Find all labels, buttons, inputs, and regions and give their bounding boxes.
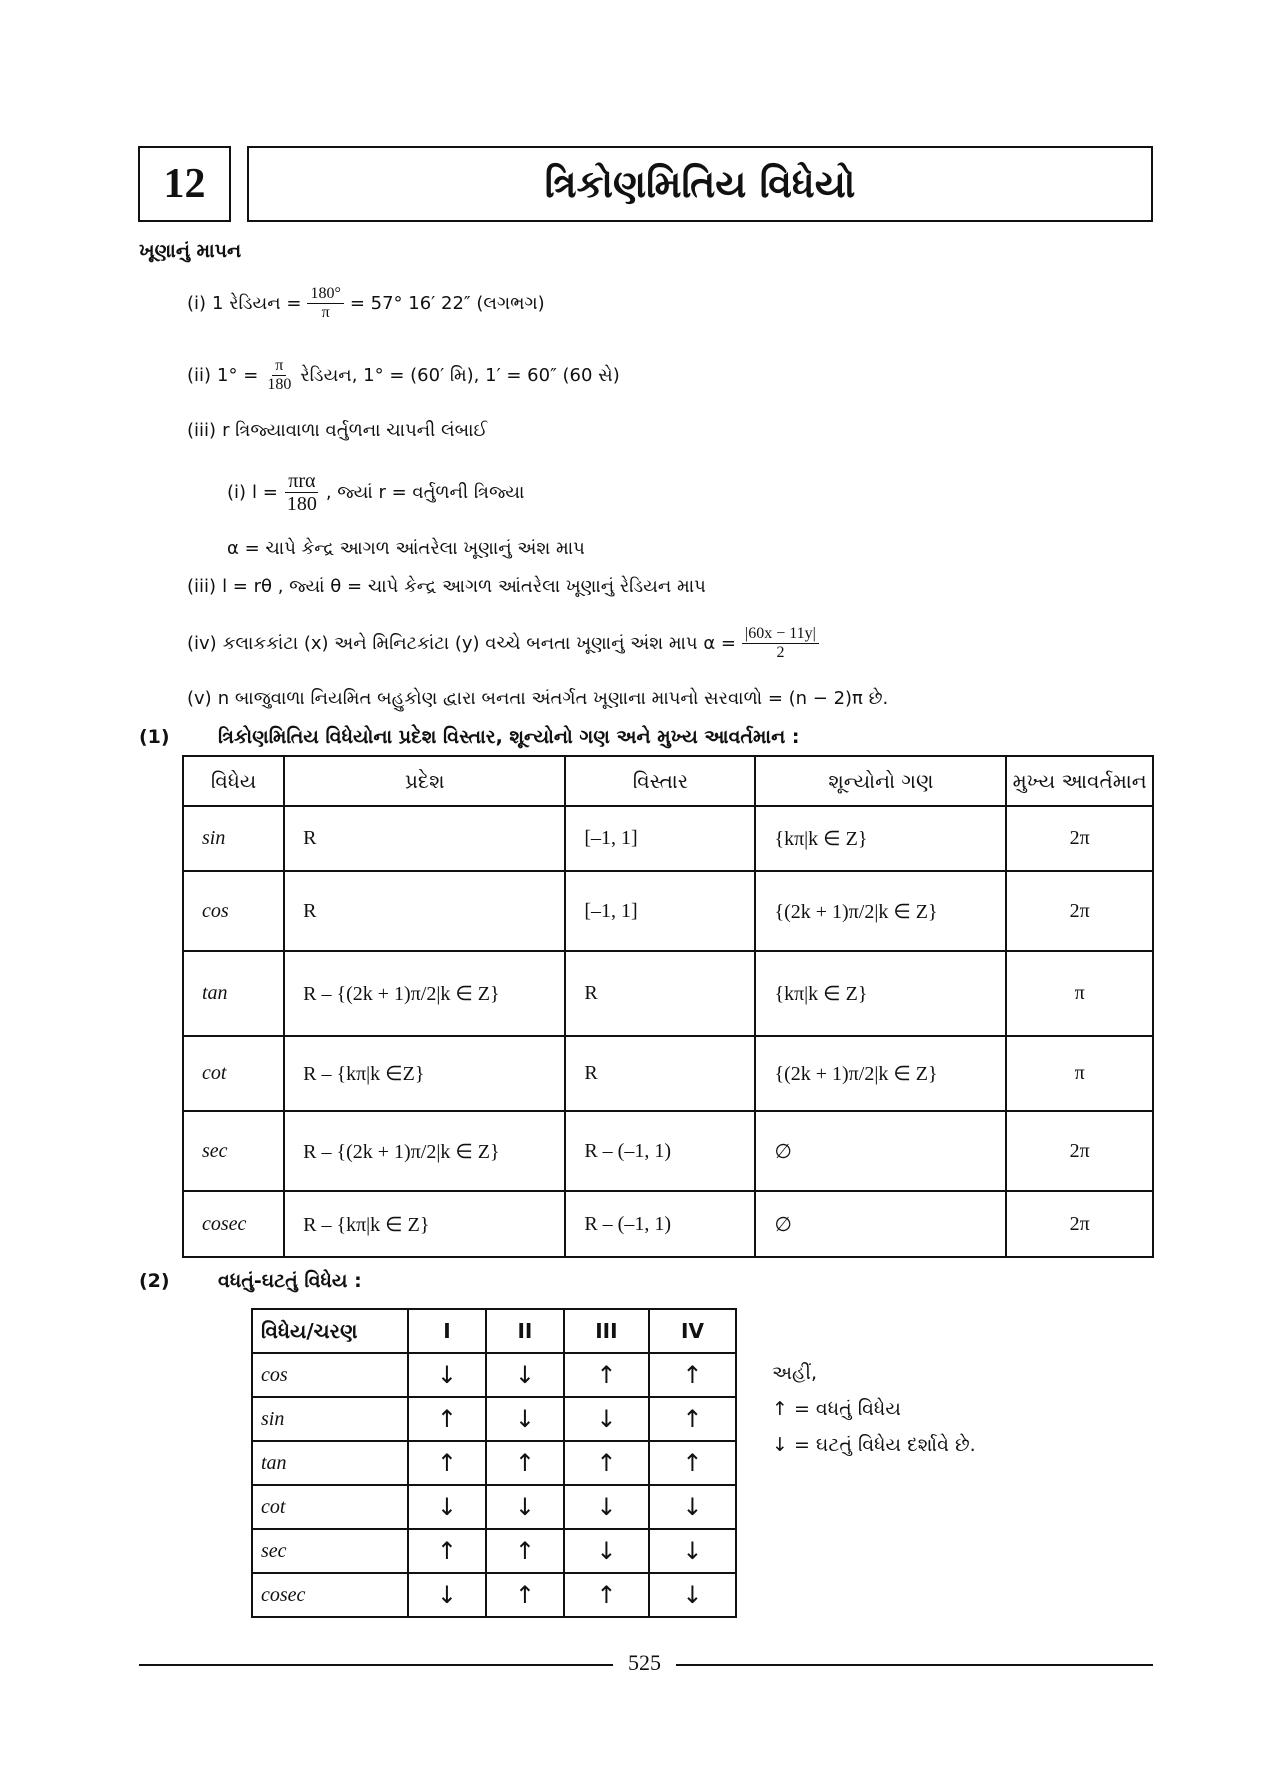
domain-cell: R [284,806,565,871]
item-text: 1 રેડિયન = [212,292,302,314]
section-1-heading: ત્રિકોણમિતિય વિધેયોના પ્રદેશ વિસ્તાર, શૂન્યોનો ગણ અને મુખ્ય આવર્તમાન : [218,726,800,748]
arrow-cell: ↓ [649,1529,736,1573]
range-cell: [–1, 1] [565,806,755,871]
period-cell: 2π [1006,1191,1153,1257]
period-cell: 2π [1006,1111,1153,1191]
item-text: l = [252,482,278,503]
footer-rule [676,1664,1153,1666]
angle-item-8 [187,688,888,709]
arrow-cell: ↑ [649,1397,736,1441]
zeros-cell: {(2k + 1)π/2|k ∈ Z} [755,1036,1006,1111]
angle-item-2 [187,357,620,393]
arrow-cell: ↓ [564,1529,649,1573]
range-cell: R – (–1, 1) [565,1191,755,1257]
arrow-cell: ↑ [564,1573,649,1617]
column-header: IV [649,1309,736,1353]
arrow-cell: ↑ [408,1441,486,1485]
arrow-cell: ↓ [486,1397,564,1441]
fraction: $\frac{\text{πrα}}{180}$ [286,470,317,515]
item-text: = 57° 16′ 22″ (લગભગ) [349,292,545,314]
arrow-cell: ↓ [486,1485,564,1529]
arrow-cell: ↑ [564,1441,649,1485]
angle-item-6 [187,576,706,597]
zeros-cell: {kπ|k ∈ Z} [755,806,1006,871]
period-cell: π [1006,951,1153,1036]
item-label: (i) [187,292,207,314]
table-row [252,1573,736,1617]
angle-item-7 [187,625,819,661]
column-header: મુખ્ય આવર્તમાન [1006,756,1153,806]
range-cell: R – (–1, 1) [565,1111,755,1191]
function-cell: tan [183,951,284,1036]
table-row [252,1441,736,1485]
range-cell: [–1, 1] [565,871,755,951]
arrow-cell: ↓ [486,1353,564,1397]
zeros-cell: ∅ [755,1191,1006,1257]
angle-item-1 [187,285,545,321]
chapter-title: ત્રિકોણમિતિય વિધેયો [247,146,1153,222]
function-cell: sec [252,1529,408,1573]
item-text: α = ચાપે કેન્દ્ર આગળ આંતરેલા ખૂણાનું અંશ માપ [227,538,585,559]
item-label: (ii) [187,364,212,386]
table-row [252,1485,736,1529]
arrow-cell: ↓ [408,1485,486,1529]
arrow-cell: ↓ [408,1353,486,1397]
table-row [183,951,1153,1036]
function-cell: sin [183,806,284,871]
period-cell: 2π [1006,806,1153,871]
table-row [252,1529,736,1573]
range-cell: R [565,951,755,1036]
arrow-cell: ↑ [408,1529,486,1573]
item-text: 1° = [217,364,259,386]
note-down: ↓ = ઘટતું વિધેય દર્શાવે છે. [772,1434,976,1456]
fraction: $\frac{|60x - 11y|}{2}$ [742,625,819,661]
table-header-row [252,1309,736,1353]
fraction: $\frac{180^\circ}{\pi}$ [307,285,343,321]
function-cell: sec [183,1111,284,1191]
arrow-cell: ↑ [486,1441,564,1485]
function-cell: cos [252,1353,408,1397]
table-row [183,1191,1153,1257]
column-header: વિધેય/ચરણ [252,1309,408,1353]
arrow-cell: ↑ [486,1529,564,1573]
angle-item-5 [227,538,585,559]
section-2-heading: વધતું-ઘટતું વિધેય : [218,1270,362,1292]
table-row [252,1353,736,1397]
item-text: રેડિયન, 1° = (60′ મિ), 1′ = 60″ (60 સે) [300,364,620,386]
column-header: II [486,1309,564,1353]
table-row [183,871,1153,951]
item-label: (v) [187,688,212,709]
angle-item-4 [227,470,524,515]
function-cell: cot [252,1485,408,1529]
column-header: વિસ્તાર [565,756,755,806]
item-text: r ત્રિજ્યાવાળા વર્તુળના ચાપની લંબાઈ [222,420,488,441]
angle-item-3 [187,420,487,441]
zeros-cell: {kπ|k ∈ Z} [755,951,1006,1036]
arrow-cell: ↑ [486,1573,564,1617]
item-text: l = rθ , જ્યાં θ = ચાપે કેન્દ્ર આગળ આંતરેલા ખૂણાનું રેડિયન માપ [222,576,706,597]
trig-functions-table [182,755,1154,1258]
arrow-cell: ↑ [649,1353,736,1397]
column-header: વિધેય [183,756,284,806]
arrow-cell: ↓ [564,1397,649,1441]
zeros-cell: {(2k + 1)π/2|k ∈ Z} [755,871,1006,951]
fraction: $\frac{\pi}{180}$ [267,357,292,393]
column-header: શૂન્યોનો ગણ [755,756,1006,806]
function-cell: cot [183,1036,284,1111]
page-number: 525 [628,1650,661,1675]
column-header: III [564,1309,649,1353]
section-1-label: (1) [139,726,170,748]
function-cell: sin [252,1397,408,1441]
function-cell: tan [252,1441,408,1485]
function-cell: cosec [183,1191,284,1257]
monotonic-table [251,1308,737,1618]
arrow-cell: ↓ [649,1573,736,1617]
chapter-number: 12 [138,146,231,222]
item-label: (iii) [187,420,217,441]
table-row [183,806,1153,871]
footer-rule [139,1664,613,1666]
domain-cell: R – {kπ|k ∈Z} [284,1036,565,1111]
item-label: (i) [227,482,247,503]
domain-cell: R – {kπ|k ∈ Z} [284,1191,565,1257]
item-text: કલાકકાંટા (x) અને મિનિટકાંટા (y) વચ્ચે બનતા ખૂણાનું અંશ માપ α = [222,632,737,654]
section-heading-angle: ખૂણાનું માપન [139,240,242,262]
column-header: I [408,1309,486,1353]
table-row [183,1111,1153,1191]
note-intro: અહીં, [772,1362,818,1384]
table-row [252,1397,736,1441]
note-up: ↑ = વધતું વિધેય [772,1398,901,1420]
range-cell: R [565,1036,755,1111]
domain-cell: R – {(2k + 1)π/2|k ∈ Z} [284,951,565,1036]
item-text: , જ્યાં r = વર્તુળની ત્રિજ્યા [325,482,525,503]
domain-cell: R – {(2k + 1)π/2|k ∈ Z} [284,1111,565,1191]
arrow-cell: ↓ [408,1573,486,1617]
function-cell: cos [183,871,284,951]
arrow-cell: ↓ [649,1485,736,1529]
section-2-label: (2) [139,1270,170,1292]
item-label: (iv) [187,632,217,654]
table-header-row [183,756,1153,806]
period-cell: π [1006,1036,1153,1111]
function-cell: cosec [252,1573,408,1617]
period-cell: 2π [1006,871,1153,951]
column-header: પ્રદેશ [284,756,565,806]
domain-cell: R [284,871,565,951]
arrow-cell: ↑ [408,1397,486,1441]
zeros-cell: ∅ [755,1111,1006,1191]
arrow-cell: ↑ [564,1353,649,1397]
arrow-cell: ↓ [564,1485,649,1529]
table-row [183,1036,1153,1111]
item-label: (iii) [187,576,217,597]
arrow-cell: ↑ [649,1441,736,1485]
item-text: n બાજુવાળા નિયમિત બહુકોણ દ્વારા બનતા અંતર્ગત ખૂણાના માપનો સરવાળો = (n − 2)π છે. [217,688,889,709]
